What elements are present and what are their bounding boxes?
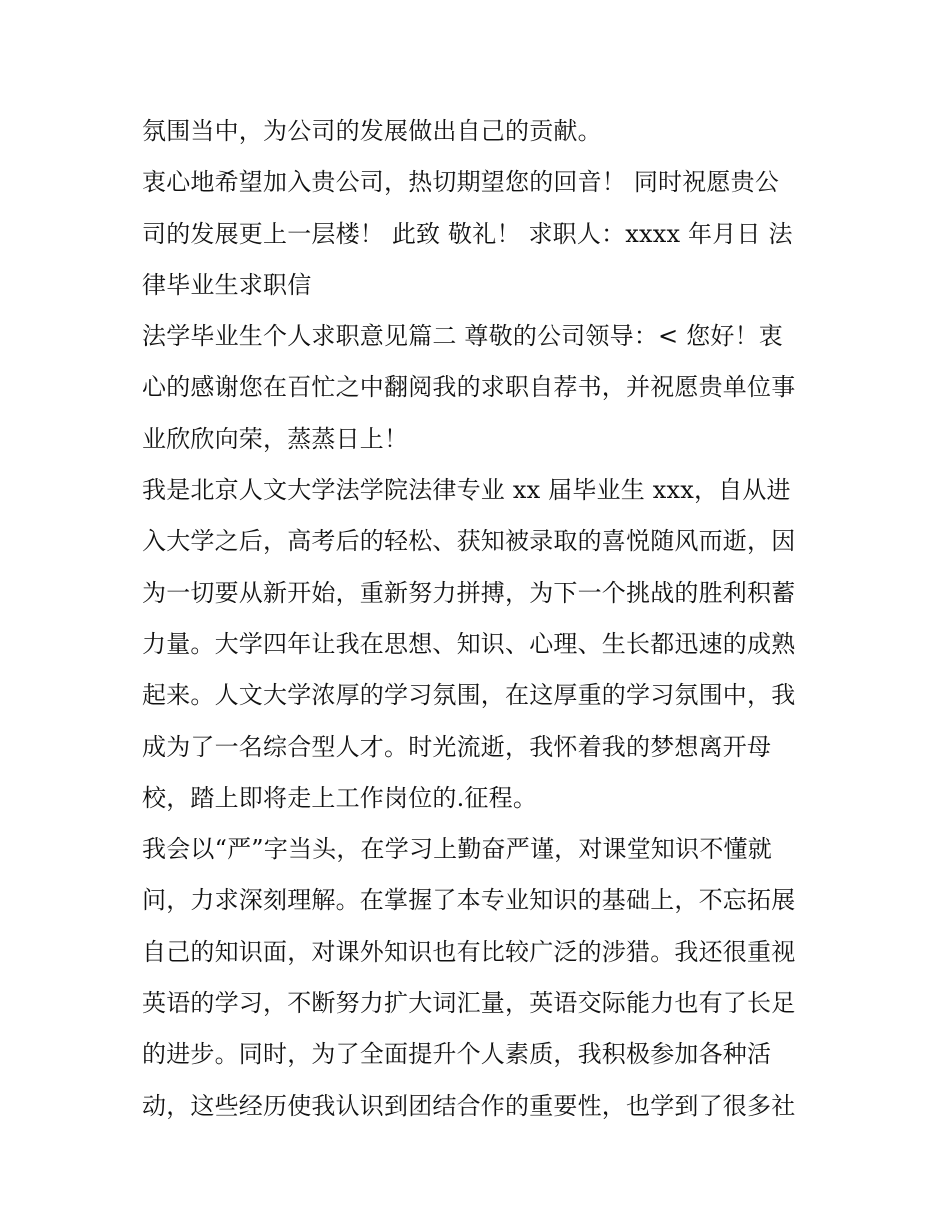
text-line: 动，这些经历使我认识到团结合作的重要性，也学到了很多社	[142, 1091, 796, 1120]
text-line: 律毕业生求职信	[142, 270, 312, 299]
text-line: 氛围当中，为公司的发展做出自己的贡献。	[142, 117, 602, 145]
text-line: 法学毕业生个人求职意见篇二 尊敬的公司领导：< 您好！衷	[142, 322, 783, 351]
text-line: 司的发展更上一层楼！ 此致 敬礼！ 求职人：xxxx 年月日 法	[142, 219, 793, 248]
text-line: 问，力求深刻理解。在掌握了本专业知识的基础上，不忘拓展	[142, 886, 796, 915]
text-line: 业欣欣向荣，蒸蒸日上！	[142, 424, 409, 453]
text-line: 为一切要从新开始，重新努力拼搏，为下一个挑战的胜利积蓄	[142, 578, 796, 607]
text-line: 成为了一名综合型人才。时光流逝，我怀着我的梦想离开母	[142, 732, 772, 761]
text-line: 我是北京人文大学法学院法律专业 xx 届毕业生 xxx，自从进	[142, 476, 791, 505]
document-body	[142, 106, 822, 1132]
text-line: 心的感谢您在百忙之中翻阅我的求职自荐书，并祝愿贵单位事	[142, 373, 796, 402]
text-line: 的进步。同时，为了全面提升个人素质，我积极参加各种活	[142, 1040, 772, 1069]
text-line: 起来。人文大学浓厚的学习氛围，在这厚重的学习氛围中，我	[142, 681, 796, 710]
text-line: 力量。大学四年让我在思想、知识、心理、生长都迅速的成熟	[142, 629, 796, 658]
text-line: 我会以“严”字当头，在学习上勤奋严谨，对课堂知识不懂就	[142, 835, 772, 864]
text-line: 校，踏上即将走上工作岗位的.征程。	[142, 783, 538, 812]
text-line: 入大学之后，高考后的轻松、获知被录取的喜悦随风而逝，因	[142, 527, 796, 556]
text-line: 自己的知识面，对课外知识也有比较广泛的涉猎。我还很重视	[142, 937, 796, 966]
text-line: 英语的学习，不断努力扩大词汇量，英语交际能力也有了长足	[142, 989, 796, 1018]
text-line: 衷心地希望加入贵公司，热切期望您的回音！ 同时祝愿贵公	[142, 168, 780, 197]
